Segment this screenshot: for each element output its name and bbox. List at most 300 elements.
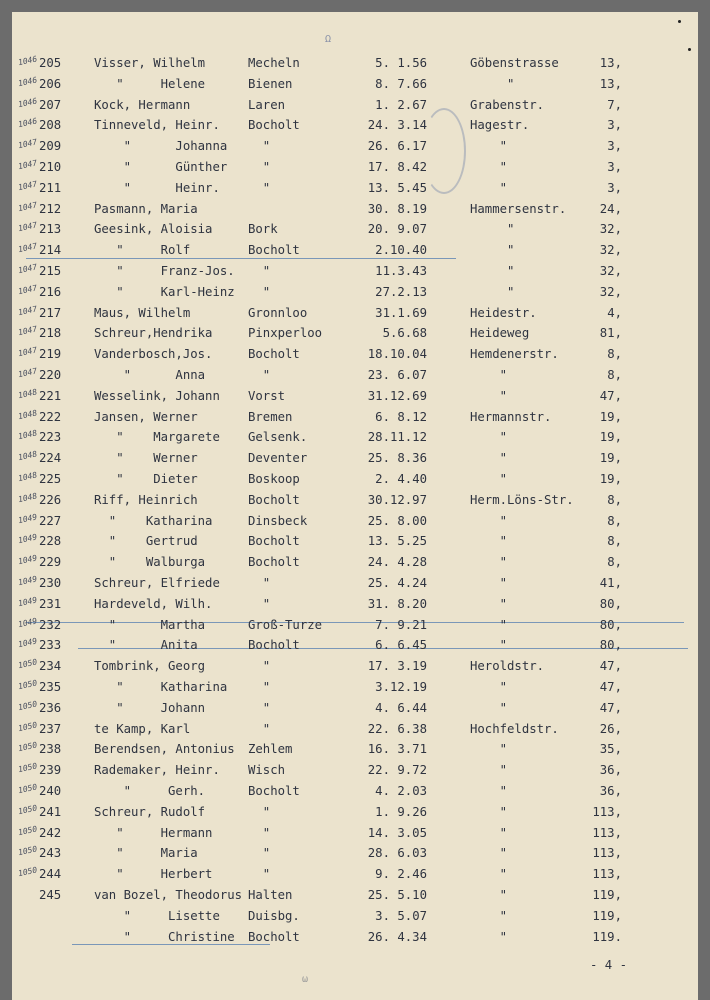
cell-name: Schreur,Hendrika (94, 326, 213, 341)
cell-hno: 36, (599, 784, 622, 798)
cell-hno: 19, (599, 409, 622, 424)
cell-place: Halten (248, 888, 293, 902)
cell-num: 211 (39, 180, 62, 195)
cell-name: Wesselink, Johann (94, 388, 220, 403)
table-row (12, 243, 698, 263)
table-row (12, 430, 698, 450)
table-row (12, 77, 698, 97)
cell-num: 217 (39, 305, 62, 320)
cell-num: 210 (39, 160, 62, 174)
cell-date: 4. 2.03 (375, 784, 427, 798)
cell-place: Bocholt (248, 118, 300, 133)
table-row (12, 823, 698, 846)
cell-name: Maus, Wilhelm (94, 305, 191, 320)
cell-hno: 24, (599, 201, 622, 216)
cell-street: " (470, 139, 508, 154)
cell-name: " Werner (94, 451, 198, 466)
cell-date: 17. 8.42 (367, 160, 427, 174)
cell-date: 13. 5.45 (367, 180, 427, 195)
cell-date: 26. 6.17 (367, 139, 427, 154)
cell-hno: 113, (592, 867, 622, 882)
cell-num: 220 (39, 368, 62, 382)
cell-date: 3. 5.07 (375, 908, 427, 923)
table-row (12, 597, 698, 617)
table-row (12, 407, 698, 430)
cell-place: Bremen (248, 409, 293, 424)
cell-place: " (248, 804, 271, 819)
cell-date: 31. 8.20 (367, 596, 427, 611)
cell-num: 238 (39, 742, 62, 757)
cell-date: 18.10.04 (367, 347, 427, 362)
cell-mark: 1049 (17, 532, 39, 546)
cell-date: 7. 9.21 (375, 617, 427, 632)
cell-num: 207 (39, 97, 62, 112)
table-row (12, 511, 698, 534)
cell-hno: 35, (599, 742, 622, 757)
cell-mark: 1050 (17, 844, 39, 858)
cell-num: 229 (39, 555, 62, 570)
cell-street: " (470, 472, 508, 486)
cell-num: 227 (39, 513, 62, 528)
cell-name: Jansen, Werner (94, 409, 198, 424)
cell-name: " Dieter (94, 472, 198, 486)
cell-num: 236 (39, 700, 62, 715)
cell-place: Bocholt (248, 347, 300, 362)
cell-street: Heroldstr. (470, 659, 545, 674)
cell-name: " Herbert (94, 867, 213, 882)
cell-num: 245 (39, 888, 62, 902)
cell-hno: 8, (607, 534, 622, 549)
table-row (12, 888, 698, 908)
cell-mark: 1047 (17, 158, 39, 172)
cell-mark: 1047 (17, 179, 39, 192)
cell-num: 244 (39, 867, 62, 882)
cell-name: van Bozel, Theodorus (94, 888, 243, 902)
table-row (12, 264, 698, 284)
cell-hno: 3, (607, 139, 622, 154)
cell-hno: 4, (607, 305, 622, 320)
cell-num: 226 (39, 492, 62, 507)
cell-num: 242 (39, 825, 62, 840)
cell-num: 224 (39, 451, 62, 466)
cell-name: " Walburga (94, 555, 206, 570)
cell-num: 243 (39, 846, 62, 861)
cell-mark: 1050 (17, 761, 39, 775)
cell-street: Hochfeldstr. (470, 721, 559, 736)
table-row (12, 909, 698, 929)
cell-mark: 1049 (17, 511, 39, 525)
table-row (12, 555, 698, 575)
cell-name: Hardeveld, Wilh. (94, 596, 213, 611)
table-row (12, 451, 698, 471)
cell-date: 20. 9.07 (367, 222, 427, 237)
cell-place: " (248, 284, 271, 299)
table-row (12, 326, 698, 346)
cell-date: 16. 3.71 (367, 742, 427, 757)
cell-name: Berendsen, Antonius (94, 742, 235, 757)
cell-street: Hermannstr. (470, 409, 552, 424)
cell-hno: 3, (607, 160, 622, 174)
cell-num: 222 (39, 409, 62, 424)
cell-hno: 41, (599, 576, 622, 590)
cell-street: Hammersenstr. (470, 201, 567, 216)
cell-mark: 1050 (17, 823, 39, 837)
table-row (12, 493, 698, 513)
cell-place: Bocholt (248, 492, 300, 507)
cell-name: " Hermann (94, 825, 213, 840)
cell-name: " Katharina (94, 513, 213, 528)
cell-num: 233 (39, 638, 62, 653)
table-row (12, 56, 698, 76)
cell-place: Duisbg. (248, 908, 300, 923)
cell-date: 13. 5.25 (367, 534, 427, 549)
cell-num: 232 (39, 617, 62, 632)
cell-date: 27.2.13 (375, 284, 427, 299)
cell-hno: 26, (599, 721, 622, 736)
cell-street: " (470, 160, 508, 174)
cell-street: " (470, 284, 515, 299)
cell-hno: 13, (599, 56, 622, 70)
cell-street: " (470, 680, 508, 694)
cell-mark: 1047 (17, 324, 39, 338)
cell-place: " (248, 867, 271, 882)
cell-mark: 1050 (17, 657, 39, 671)
cell-place: " (248, 721, 271, 736)
cell-place: Wisch (248, 763, 286, 778)
cell-name: Tombrink, Georg (94, 659, 206, 674)
cell-hno: 32, (599, 284, 622, 299)
table-row (12, 118, 698, 138)
cell-mark: 1048 (17, 449, 39, 463)
cell-place: Gronnloo (248, 305, 308, 320)
cell-street: " (470, 243, 515, 258)
cell-hno: 8, (607, 347, 622, 362)
cell-name: Schreur, Elfriede (94, 576, 220, 590)
cell-place: " (248, 596, 271, 611)
cell-num: 230 (39, 576, 62, 590)
cell-name: " Christine (94, 929, 235, 944)
cell-date: 23. 6.07 (367, 368, 427, 382)
cell-hno: 47, (599, 659, 622, 674)
cell-mark: 1047 (17, 303, 39, 317)
cell-mark: 1047 (17, 283, 39, 296)
cell-name: " Maria (94, 846, 198, 861)
cell-place: Bork (248, 222, 278, 237)
cell-street: " (470, 617, 508, 632)
cell-place: Gelsenk. (248, 430, 308, 445)
cell-street: " (470, 825, 508, 840)
cell-street: " (470, 368, 508, 382)
cell-place: Bocholt (248, 243, 300, 258)
cell-street: Heidestr. (470, 305, 537, 320)
cell-street: " (470, 700, 508, 715)
cell-place: Deventer (248, 451, 308, 466)
header-mark: Ω (325, 34, 332, 45)
cell-hno: 80, (599, 596, 622, 611)
cell-date: 28. 6.03 (367, 846, 427, 861)
cell-street: " (470, 555, 508, 570)
table-row (12, 285, 698, 305)
cell-date: 30.12.97 (367, 492, 427, 507)
table-row (12, 742, 698, 762)
page-number: - 4 - (590, 958, 628, 972)
cell-street: " (470, 451, 508, 466)
cell-date: 5.6.68 (382, 326, 427, 341)
cell-mark: 1049 (17, 553, 39, 567)
cell-date: 6. 8.12 (375, 409, 427, 424)
cell-place: " (248, 264, 271, 278)
footer-mark: ω (302, 974, 309, 985)
cell-hno: 119, (592, 888, 622, 902)
cell-street: " (470, 596, 508, 611)
table-row (12, 199, 698, 222)
cell-place: Bocholt (248, 929, 300, 944)
cell-mark: 1046 (17, 116, 39, 130)
cell-name: " Günther (94, 160, 228, 174)
cell-num: 209 (39, 139, 62, 154)
cell-place: Bocholt (248, 638, 300, 653)
cell-mark: 1048 (17, 387, 39, 400)
cell-hno: 8, (607, 492, 622, 507)
cell-hno: 47, (599, 700, 622, 715)
cell-date: 17. 3.19 (367, 659, 427, 674)
cell-name: Pasmann, Maria (94, 201, 198, 216)
cell-place: " (248, 180, 271, 195)
cell-date: 30. 8.19 (367, 201, 427, 216)
table-row (12, 534, 698, 554)
cell-hno: 119, (592, 908, 622, 923)
cell-name: Visser, Wilhelm (94, 56, 206, 70)
cell-date: 6. 6.45 (375, 638, 427, 653)
cell-place: " (248, 846, 271, 861)
cell-date: 22. 9.72 (367, 763, 427, 778)
cell-mark: 1047 (17, 345, 39, 359)
cell-name: Schreur, Rudolf (94, 804, 206, 819)
cell-place: " (248, 825, 271, 840)
cell-street: " (470, 784, 508, 798)
cell-hno: 19, (599, 451, 622, 466)
cell-hno: 32, (599, 264, 622, 278)
cell-place: Pinxperloo (248, 326, 323, 341)
table-row (12, 576, 698, 596)
cell-street: Hagestr. (470, 118, 530, 133)
cell-street: " (470, 576, 508, 590)
cell-name: " Margarete (94, 430, 220, 445)
cell-name: " Heinr. (94, 180, 220, 195)
cell-mark: 1050 (17, 740, 39, 754)
cell-street: " (470, 76, 515, 91)
cell-hno: 8, (607, 555, 622, 570)
cell-street: " (470, 222, 515, 237)
cell-mark: 1046 (17, 95, 39, 109)
cell-place: Groß-Turze (248, 617, 323, 632)
cell-street: " (470, 908, 508, 923)
cell-place: " (248, 659, 271, 674)
table-row (12, 763, 698, 783)
cell-mark: 1050 (17, 865, 39, 879)
cell-street: " (470, 742, 508, 757)
table-row (12, 181, 698, 201)
cell-mark: 1047 (17, 137, 39, 151)
table-row (12, 659, 698, 679)
cell-hno: 19, (599, 430, 622, 445)
cell-date: 3.12.19 (375, 680, 427, 694)
table-row (12, 784, 698, 804)
table-row (12, 303, 698, 326)
cell-hno: 13, (599, 76, 622, 91)
cell-hno: 119. (592, 929, 622, 944)
cell-name: " Anna (94, 368, 206, 382)
cell-place: " (248, 576, 271, 590)
cell-hno: 113, (592, 846, 622, 861)
cell-date: 2.10.40 (375, 243, 427, 258)
cell-mark: 1047 (17, 241, 39, 255)
cell-name: " Gerh. (94, 784, 206, 798)
table-row (12, 368, 698, 388)
table-row (12, 222, 698, 242)
cell-name: Geesink, Aloisia (94, 222, 213, 237)
cell-place: Bocholt (248, 784, 300, 798)
cell-street: " (470, 388, 508, 403)
cell-date: 22. 6.38 (367, 721, 427, 736)
cell-hno: 8, (607, 368, 622, 382)
cell-mark: 1049 (17, 615, 39, 629)
cell-hno: 47, (599, 388, 622, 403)
cell-street: " (470, 846, 508, 861)
cell-num: 241 (39, 804, 62, 819)
cell-hno: 80, (599, 617, 622, 632)
cell-hno: 7, (607, 97, 622, 112)
cell-mark: 1048 (17, 428, 39, 442)
cell-hno: 32, (599, 222, 622, 237)
cell-num: 219 (39, 347, 62, 362)
cell-hno: 19, (599, 472, 622, 486)
table-row (12, 472, 698, 492)
cell-name: Riff, Heinrich (94, 492, 198, 507)
cell-num: 223 (39, 430, 62, 445)
cell-name: " Gertrud (94, 534, 198, 549)
cell-hno: 36, (599, 763, 622, 778)
cell-place: Mecheln (248, 56, 300, 70)
cell-date: 9. 2.46 (375, 867, 427, 882)
document-page (12, 12, 698, 1000)
cell-name: Rademaker, Heinr. (94, 763, 220, 778)
cell-place: Bocholt (248, 555, 300, 570)
cell-date: 25. 5.10 (367, 888, 427, 902)
table-row (12, 638, 698, 658)
cell-hno: 80, (599, 638, 622, 653)
cell-mark: 1050 (17, 782, 39, 796)
cell-mark: 1050 (17, 678, 39, 692)
cell-name: " Franz-Jos. (94, 264, 235, 278)
cell-num: 228 (39, 534, 62, 549)
cell-date: 1. 2.67 (375, 97, 427, 112)
cell-num: 234 (39, 659, 62, 674)
cell-date: 25. 8.00 (367, 513, 427, 528)
cell-street: " (470, 638, 508, 653)
table-row (12, 95, 698, 118)
cell-street: " (470, 929, 508, 944)
cell-street: Herm.Löns-Str. (470, 492, 574, 507)
cell-name: " Karl-Heinz (94, 284, 235, 299)
cell-street: " (470, 430, 508, 445)
cell-num: 237 (39, 721, 62, 736)
cell-mark: 1049 (17, 595, 39, 608)
cell-street: " (470, 888, 508, 902)
cell-place: " (248, 680, 271, 694)
cell-num: 213 (39, 222, 62, 237)
cell-hno: 3, (607, 118, 622, 133)
cell-date: 28.11.12 (367, 430, 427, 445)
cell-name: " Martha (94, 617, 206, 632)
cell-num: 208 (39, 118, 62, 133)
cell-mark: 1047 (17, 220, 39, 234)
cell-num: 235 (39, 680, 62, 694)
cell-date: 5. 1.56 (375, 56, 427, 70)
table-row (12, 930, 698, 950)
cell-street: Grabenstr. (470, 97, 545, 112)
cell-name: " Lisette (94, 908, 220, 923)
cell-date: 24. 3.14 (367, 118, 427, 133)
cell-street: " (470, 804, 508, 819)
table-row (12, 719, 698, 742)
cell-num: 216 (39, 284, 62, 299)
cell-name: " Rolf (94, 243, 191, 258)
cell-mark: 1050 (17, 719, 39, 733)
cell-num: 218 (39, 326, 62, 341)
cell-mark: 1048 (17, 470, 39, 484)
cell-street: " (470, 264, 515, 278)
table-row (12, 680, 698, 700)
table-row (12, 389, 698, 409)
cell-street: " (470, 763, 508, 778)
cell-name: " Johann (94, 700, 206, 715)
cell-date: 25. 8.36 (367, 451, 427, 466)
cell-mark: 1049 (17, 636, 39, 650)
cell-num: 221 (39, 388, 62, 403)
cell-street: Heideweg (470, 326, 530, 341)
cell-place: Bocholt (248, 534, 300, 549)
cell-name: Kock, Hermann (94, 97, 191, 112)
cell-street: " (470, 867, 508, 882)
cell-num: 225 (39, 472, 62, 486)
cell-date: 8. 7.66 (375, 76, 427, 91)
cell-name: " Johanna (94, 139, 228, 154)
table-row (12, 139, 698, 159)
cell-num: 239 (39, 763, 62, 778)
cell-mark: 1049 (17, 574, 39, 588)
cell-street: Göbenstrasse (470, 56, 559, 70)
cell-name: te Kamp, Karl (94, 721, 191, 736)
cell-mark: 1046 (17, 54, 39, 68)
cell-mark: 1047 (17, 262, 39, 276)
table-row (12, 347, 698, 367)
cell-street: Hemdenerstr. (470, 347, 559, 362)
cell-place: Boskoop (248, 472, 300, 486)
cell-mark: 1048 (17, 407, 39, 421)
table-row (12, 867, 698, 887)
cell-hno: 81, (599, 326, 622, 341)
cell-mark: 1047 (17, 366, 39, 380)
cell-date: 2. 4.40 (375, 472, 427, 486)
cell-date: 25. 4.24 (367, 576, 427, 590)
cell-num: 205 (39, 56, 62, 70)
cell-num: 214 (39, 243, 62, 258)
cell-date: 14. 3.05 (367, 825, 427, 840)
table-row (12, 846, 698, 866)
cell-place: Vorst (248, 388, 286, 403)
cell-mark: 1046 (17, 75, 39, 88)
